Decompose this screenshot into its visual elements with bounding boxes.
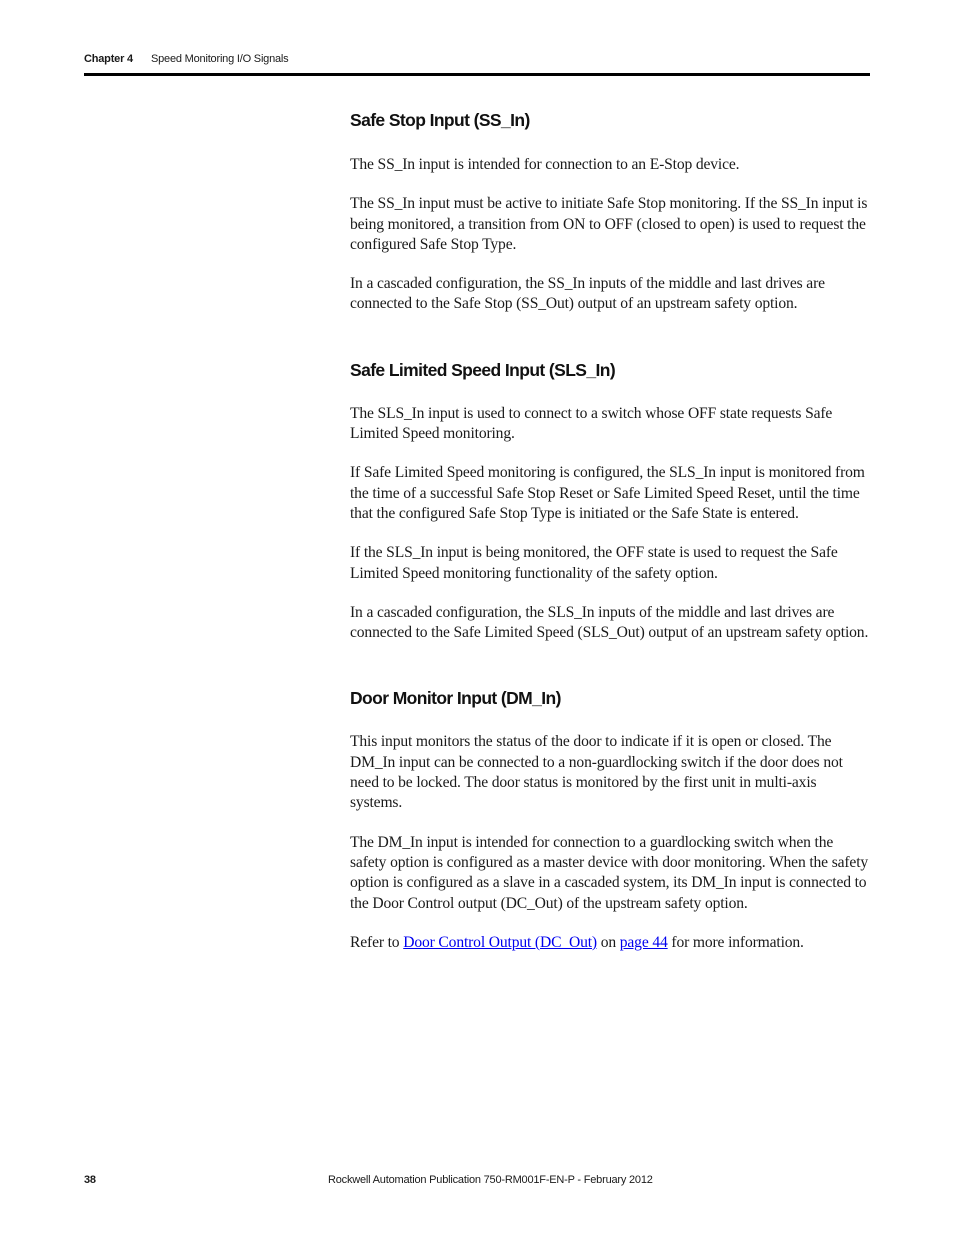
reference-middle: on: [596, 933, 620, 951]
reference-prefix: Refer to: [350, 933, 404, 951]
paragraph: The SS_In input is intended for connection to an E-Stop device.: [350, 156, 740, 173]
paragraph: In a cascaded configuration, the SLS_In inputs of the middle and last drives are connected to the Safe Limited Speed (SLS_Out) output of an upstream safety option.: [350, 603, 869, 642]
paragraph: The DM_In input is intended for connection to a guardlocking switch when the safety option is configured as a master device with door monitoring. When the safety option is configured as a slave in a cascaded system, its DM_In input is connected to the Door Control output (DC_Out) of the upstream safety option.: [350, 833, 869, 912]
publication-info: Rockwell Automation Publication 750-RM001F-EN-P - February 2012: [328, 1174, 653, 1186]
paragraph: In a cascaded configuration, the SS_In inputs of the middle and last drives are connected to the Safe Stop (SS_Out) output of an upstream safety option.: [350, 275, 825, 313]
main-content: [350, 108, 872, 953]
paragraph: If the SLS_In input is being monitored, the OFF state is used to request the Safe Limited Speed monitoring functionality of the safety option.: [350, 544, 838, 582]
chapter-label: Chapter 4: [84, 53, 133, 65]
paragraph: If Safe Limited Speed monitoring is configured, the SLS_In input is monitored from the time of a successful Safe Stop Reset or Safe Limited Speed Reset, until the time that the configured Safe Stop Type is initiated or the Safe State is entered.: [350, 464, 865, 522]
header-rule: [84, 73, 870, 76]
door-control-output-link[interactable]: Door Control Output (DC_Out): [403, 933, 597, 951]
paragraph: The SLS_In input is used to connect to a switch whose OFF state requests Safe Limited Speed monitoring.: [350, 404, 833, 443]
reference-paragraph: [350, 933, 872, 953]
paragraph: The SS_In input must be active to initiate Safe Stop monitoring. If the SS_In input is being monitored, a transition from ON to OFF (closed to open) is used to request the configured Safe Stop Type.: [350, 195, 868, 253]
page-header: [84, 53, 870, 77]
page-44-link[interactable]: page 44: [619, 933, 668, 951]
heading-safe-stop-input: Safe Stop Input (SS_In): [350, 110, 530, 130]
reference-suffix: for more information.: [667, 933, 804, 951]
page-number: 38: [84, 1174, 96, 1186]
heading-door-monitor-input: Door Monitor Input (DM_In): [350, 688, 561, 709]
section-label: Speed Monitoring I/O Signals: [151, 53, 289, 65]
paragraph: This input monitors the status of the door to indicate if it is open or closed. The DM_In input can be connected to a non-guardlocking switch if the door does not need to be locked. The door status is monitored by the first unit in multi-axis systems.: [350, 733, 843, 812]
heading-safe-limited-speed-input: Safe Limited Speed Input (SLS_In): [350, 359, 616, 380]
